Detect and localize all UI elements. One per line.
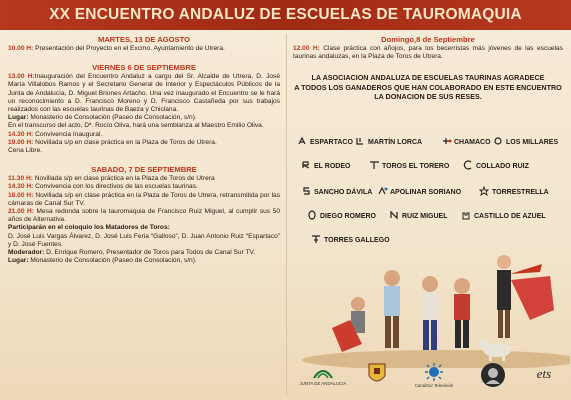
matador-figure [497,255,554,338]
day3-item: 14.30 H: Convivencia con los directivos de las escuelas taurinas. [8,183,198,191]
canalsur-logo: CanalSur Televisión [408,362,460,388]
brand-mark-icon [377,186,388,196]
ganaderias-list [293,130,563,250]
day3-item: 11.30 H: Novillada s/p en clase práctica en la Plaza de Toros de Utrera [8,175,215,183]
brand-mark-icon [441,136,452,146]
ganaderia-toros-el-torero: TOROS EL TORERO [369,160,449,170]
day1-item: 10.00 H: Presentación del Proyecto en el Excmo. Ayuntamiento de Utrera. [8,45,225,52]
brand-mark-icon [389,210,400,220]
utrera-coat-of-arms-icon [367,362,387,388]
ganaderia-torres-gallego: TORRES GALLEGO [311,234,390,244]
day2-note: En el transcurso del acto, Dª. Rocío Oliva, hará una semblanza al Maestro Emilio Oliva. [8,122,264,130]
ganaderia-collado-ruiz: COLLADO RUIZ [463,160,529,170]
ganaderia-ruiz-miguel: RUIZ MIGUEL [389,210,448,220]
ganaderia-castillo-de-azuel: CASTILLO DE AZUEL [461,210,546,220]
portrait-logo [478,362,508,389]
ganaderia-martin-lorca: MARTÍN LORCA [355,136,422,146]
day3-participants-label: Participarán en el coloquio los Matadores de Toros: [8,224,170,232]
day3-heading: SABADO, 7 DE SEPTIEMBRE [91,165,197,175]
sponsor-logos [292,360,570,398]
junta-logo: JUNTA DE ANDALUCIA [298,362,348,386]
day2-item: 19.00 H: Novillada s/p en clase práctica en la Plaza de Toros de Utrera. [8,138,217,146]
day3-participants: D. José Luis Vargas Álvarez, D. José Luis Feria “Galloso”, D. Juan Antonio Ruiz “Espartaco” y D. José Fuentes. [8,232,280,248]
assoc-line: A TODOS LOS GANADEROS QUE HAN COLABORADO EN ESTE ENCUENTRO [294,82,562,92]
child-figure-1 [384,270,400,348]
ganaderia-torrestrella: TORRESTRELLA [479,186,549,196]
day4-heading: Domingo,8 de Septiembre [381,35,475,44]
day3-item: 21.00 H: Mesa redonda sobre la tauromaquia de Francisco Ruiz Miguel, al cumplir sus 50 años de Alternativa. [8,208,280,224]
ganaderia-espartaco: ESPARTACO [297,136,353,146]
day3-place: Lugar: Monasterio de Consolación (Paseo de Consolación, s/n). [8,257,197,265]
day1-heading: MARTES, 13 DE AGOSTO [98,35,190,44]
day3-item: 18.00 H: Novillada s/p en clase práctica en la Plaza de Toros de Utrera, retransmitida por las cámaras de Canal Sur TV. [8,191,280,207]
ganaderia-sancho-davila: SANCHO DÁVILA [301,186,372,196]
left-column [8,35,280,265]
right-column [293,35,563,102]
day2-intro: 13.00 H:Inauguración del Encuentro Andaluz a cargo del Sr. Alcalde de Utrera, D. José María Villalobos Ramos y el Secretario General de Interior y Espectáculos Públicos de la Junta de Andalucía, D. Miguel Briones Artacho. Una vez inaugurado el Encuentro se le hará un reconocimiento a D. Francisco Moreno y D. Francisco Castañeda por sus trabajos realizados con las escuelas taurinas de Baeza y Chiclana. [8,73,280,114]
page-title: XX ENCUENTRO ANDALUZ DE ESCUELAS DE TAUROMAQUIA [0,0,571,30]
day4-item: 12.00 H: Clase práctica con añojos, para los becerristas más jóvenes de las escuelas taurinas andaluzas, en la Plaza de Toros de Utrera. [293,45,564,61]
canalsur-sun-icon [423,362,445,382]
assoc-line: LA ASOCIACION ANDALUZA DE ESCUELAS TAURINAS AGRADECE [311,73,545,83]
brand-mark-icon [493,136,504,146]
brand-mark-icon [307,210,318,220]
day2-end: Cena Libre. [8,147,43,155]
junta-emblem-icon [312,362,334,380]
child-figure-4 [332,297,365,352]
child-figure-3 [454,278,470,348]
column-divider [286,34,287,396]
brand-mark-icon [297,136,308,146]
brand-mark-icon [355,136,366,146]
day2-item: 14.30 H: Convivencia Inaugural. [8,130,103,138]
brand-mark-icon [301,160,312,170]
ganaderia-el-rodeo: EL RODEO [301,160,350,170]
ets-logo: ets [536,366,552,381]
utrera-logo [362,362,392,389]
brand-mark-icon [369,160,380,170]
day3-moderator: Moderador: D. Enrique Romero, Presentador de Toros para Todos de Canal Sur TV. [8,249,256,257]
day2-place: Lugar: Monasterio de Consolación (Paseo de Consolación, s/n). [8,114,197,122]
brand-mark-icon [463,160,474,170]
ganaderia-diego-romero: DIEGO ROMERO [307,210,376,220]
portrait-seal-icon [480,362,506,388]
ganaderia-chamaco: CHAMACO [441,136,491,146]
ganaderia-los-millares: LOS MILLARES [493,136,558,146]
child-figure-2 [422,276,438,350]
day2-heading: VIERNES 6 DE SEPTIEMBRE [92,63,196,73]
brand-mark-icon [301,186,312,196]
assoc-line: LA DONACION DE SUS RESES. [374,92,482,102]
children-bullfight-illustration [292,240,570,368]
ganaderia-apolinar-soriano: APOLINAR SORIANO [377,186,461,196]
brand-mark-icon [461,210,472,220]
brand-mark-icon [479,186,490,196]
